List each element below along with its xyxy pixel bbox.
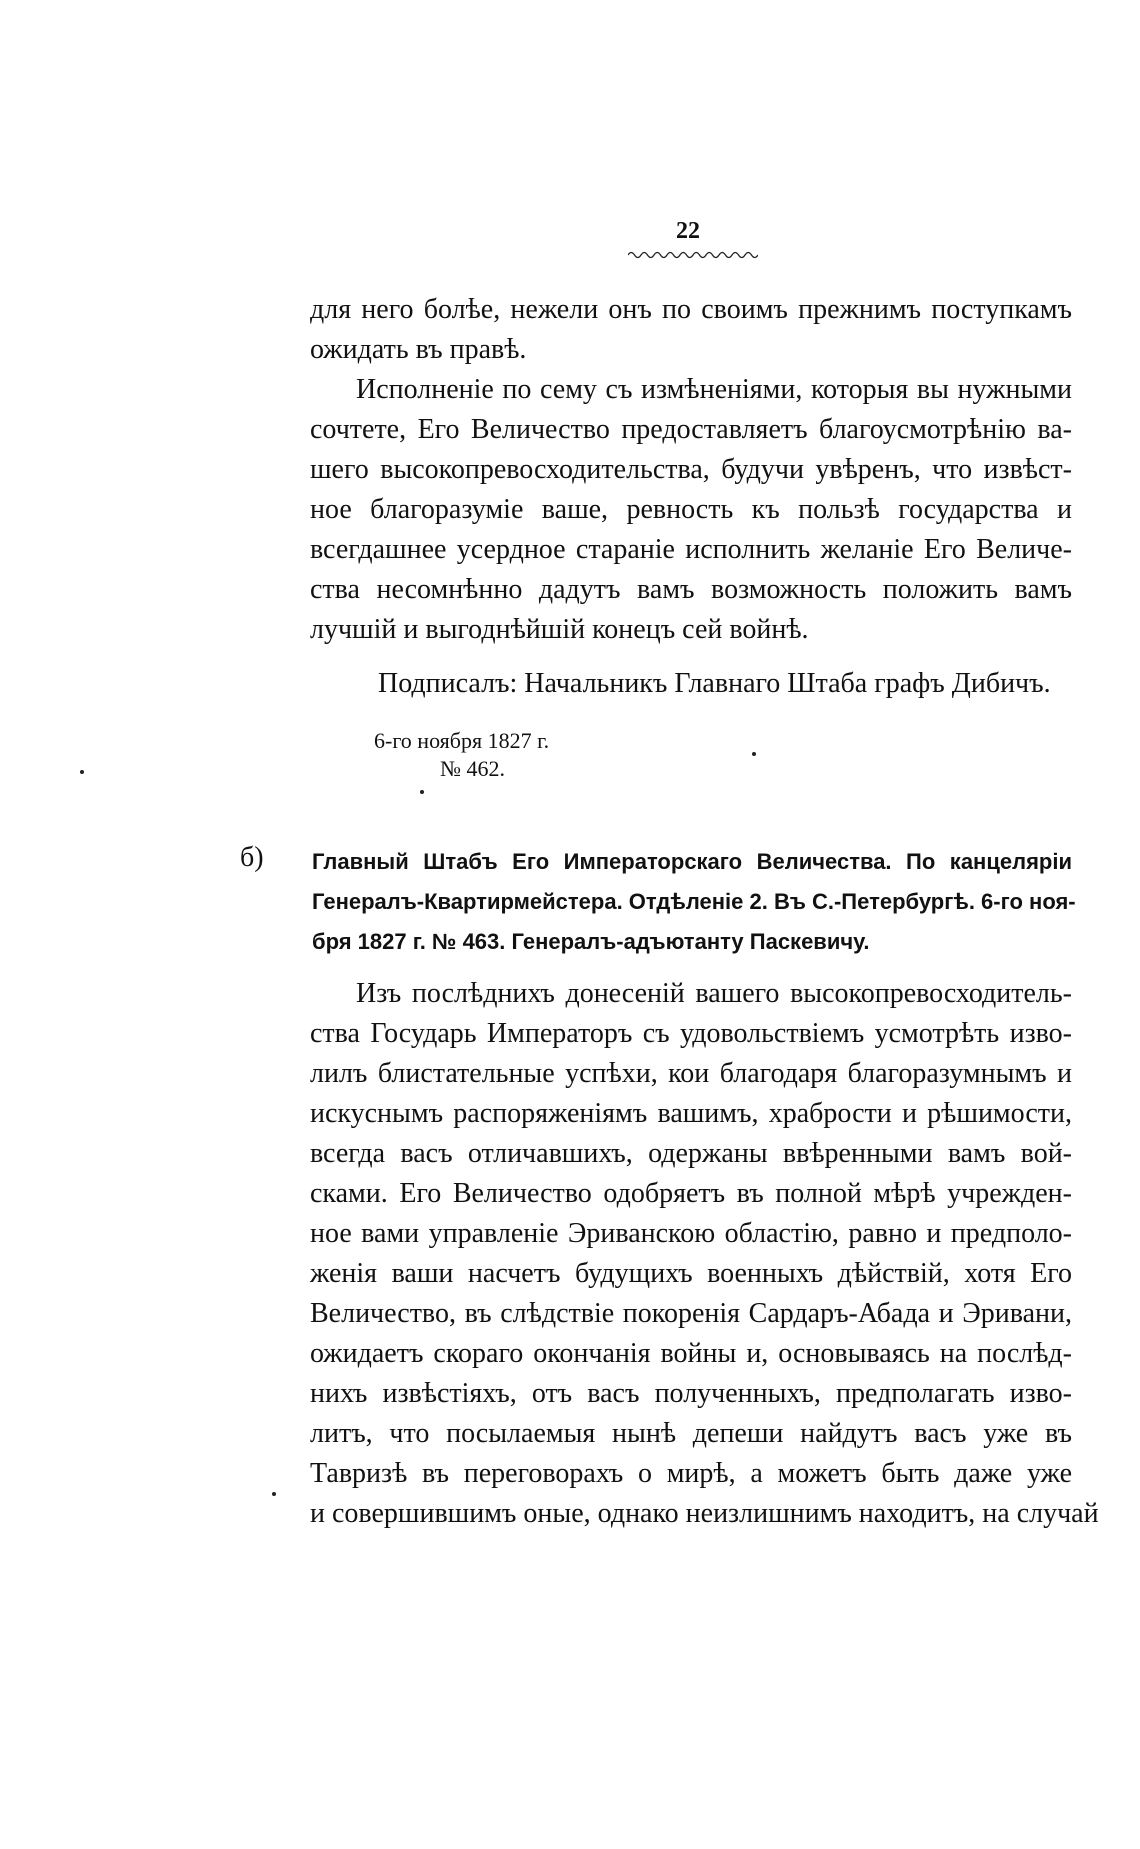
page-number: 22 [676, 218, 700, 244]
text-line: Исполненіе по сему съ измѣненіями, которыя вы нужными [356, 374, 1072, 405]
scan-speck [752, 752, 756, 756]
text-line: ожидаетъ скораго окончанія войны и, основываясь на послѣд- [310, 1338, 1072, 1369]
document-date: 6-го ноября 1827 г. [374, 728, 550, 753]
text-line: ожидать въ правѣ. [310, 334, 527, 365]
text-line: для него болѣе, нежели онъ по своимъ прежнимъ поступкамъ [310, 294, 1072, 325]
text-line: сками. Его Величество одобряетъ въ полной мѣрѣ учрежден- [310, 1178, 1072, 1209]
section-heading [312, 842, 1076, 962]
scan-speck [80, 770, 84, 774]
section-label: б) [240, 842, 264, 873]
text-line: лилъ блистательные успѣхи, кои благодаря благоразумнымъ и [310, 1058, 1072, 1089]
text-line: ства Государь Императоръ съ удовольствіемъ усмотрѣть изво- [310, 1018, 1072, 1049]
text-line: нихъ извѣстіяхъ, отъ васъ полученныхъ, предполагать изво- [310, 1378, 1072, 1409]
heading-line: Главный Штабъ Его Императорскаго Величества. По канцеляріи [312, 849, 1072, 874]
text-line: ства несомнѣнно дадутъ вамъ возможность положить вамъ [310, 574, 1072, 605]
text-line: литъ, что посылаемыя нынѣ депеши найдутъ васъ уже въ [310, 1418, 1072, 1449]
paragraph-continuation [310, 290, 1072, 370]
text-line: лучшій и выгоднѣйшій конецъ сей войнѣ. [310, 614, 809, 645]
text-line: искуснымъ распоряженіямъ вашимъ, храбрости и рѣшимости, [310, 1098, 1072, 1129]
text-line: Тавризѣ въ переговорахъ о мирѣ, а можетъ быть даже уже [310, 1458, 1072, 1489]
signature-line: Подписалъ: Начальникъ Главнаго Штаба графъ Дибичъ. [378, 668, 1051, 699]
text-line: Изъ послѣднихъ донесеній вашего высокопревосходитель- [356, 978, 1072, 1009]
paragraph-letter-body [310, 974, 1099, 1534]
text-line: всегдашнее усердное стараніе исполнить желаніе Его Величе- [310, 534, 1072, 565]
text-line: всегда васъ отличавшихъ, одержаны ввѣренными вамъ вой- [310, 1138, 1072, 1169]
text-line: ное вами управленіе Эриванскою областію, равно и предполо- [310, 1218, 1072, 1249]
text-line: и совершившимъ оные, однако неизлишнимъ находитъ, на случай [310, 1498, 1099, 1529]
heading-line: Генералъ-Квартирмейстера. Отдѣленіе 2. Въ С.-Петербургѣ. 6-го ноя- [312, 889, 1076, 914]
text-line: ное благоразуміе ваше, ревность къ пользѣ государства и [310, 494, 1072, 525]
document-number: № 462. [440, 756, 505, 781]
text-line: сочтете, Его Величество предоставляетъ благоусмотрѣнію ва- [310, 414, 1072, 445]
scan-speck [272, 1492, 276, 1496]
scan-speck [420, 790, 424, 794]
text-line: женія ваши насчетъ будущихъ военныхъ дѣйствій, хотя Его [310, 1258, 1072, 1289]
text-line: шего высокопревосходительства, будучи увѣренъ, что извѣст- [310, 454, 1072, 485]
text-line: Величество, въ слѣдствіе покоренія Сардаръ-Абада и Эривани, [310, 1298, 1072, 1329]
paragraph-execution [310, 370, 1072, 650]
page-number-wavy-rule [628, 250, 758, 260]
heading-line: бря 1827 г. № 463. Генералъ-адъютанту Паскевичу. [312, 929, 870, 954]
